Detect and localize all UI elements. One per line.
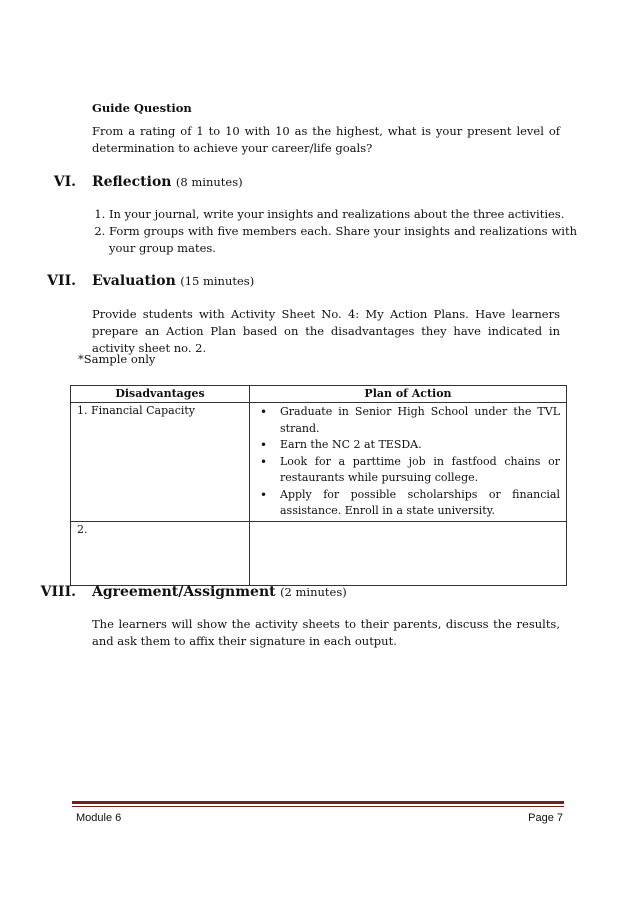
section-vi-heading [92, 174, 243, 190]
assignment-text: The learners will show the activity sheets to their parents, discuss the results, and ask them to affix their signature in each output. [92, 617, 560, 648]
section-viii-heading [92, 584, 347, 600]
header-plan-of-action: Plan of Action [250, 386, 567, 403]
footer-rule-thick [72, 801, 564, 804]
section-viii-title: Agreement/Assignment [92, 584, 276, 600]
section-vii-duration: (15 minutes) [180, 274, 255, 288]
plan-cell-2 [250, 521, 567, 585]
action-plan-table [70, 385, 567, 586]
sample-note: *Sample only [78, 352, 156, 366]
section-vi-duration: (8 minutes) [175, 175, 243, 189]
disadvantage-cell-1: 1. Financial Capacity [71, 403, 250, 522]
section-viii-number: VIII. [40, 584, 76, 600]
disadvantage-cell-2: 2. [71, 521, 250, 585]
header-disadvantages: Disadvantages [71, 386, 250, 403]
plan-bullet-2: • Earn the NC 2 at TESDA. [280, 437, 560, 454]
footer-rule-thin [72, 806, 564, 807]
section-vii-title: Evaluation [92, 273, 176, 289]
evaluation-text: Provide students with Activity Sheet No. 4: My Action Plans. Have learners prepare an Action Plan based on the disadvantages they have indicated in activity sheet no. 2. [92, 307, 560, 355]
section-vii-number: VII. [47, 273, 76, 289]
reflection-list [92, 206, 577, 257]
footer-page-number: Page 7 [528, 812, 563, 824]
footer-module-label: Module 6 [76, 812, 122, 824]
table-header-row [71, 386, 567, 403]
section-vi-title: Reflection [92, 174, 172, 190]
reflection-item-2: 2. Form groups with five members each. Share your insights and realizations with your group mates. [109, 223, 577, 257]
plan-cell-1 [250, 403, 567, 522]
table-row [71, 521, 567, 585]
plan-bullet-list [256, 404, 560, 520]
table-row [71, 403, 567, 522]
section-vi-number: VI. [53, 174, 76, 190]
reflection-item-1: 1. In your journal, write your insights and realizations about the three activities. [109, 206, 577, 223]
guide-question-title: Guide Question [92, 101, 192, 115]
section-viii-duration: (2 minutes) [280, 585, 347, 599]
plan-bullet-4: • Apply for possible scholarships or financial assistance. Enroll in a state university. [280, 487, 560, 520]
section-vii-heading [92, 273, 254, 289]
plan-bullet-3: • Look for a parttime job in fastfood chains or restaurants while pursuing college. [280, 454, 560, 487]
guide-question-text: From a rating of 1 to 10 with 10 as the highest, what is your present level of determination to achieve your career/life goals? [92, 124, 560, 155]
plan-bullet-1: • Graduate in Senior High School under the TVL strand. [280, 404, 560, 437]
